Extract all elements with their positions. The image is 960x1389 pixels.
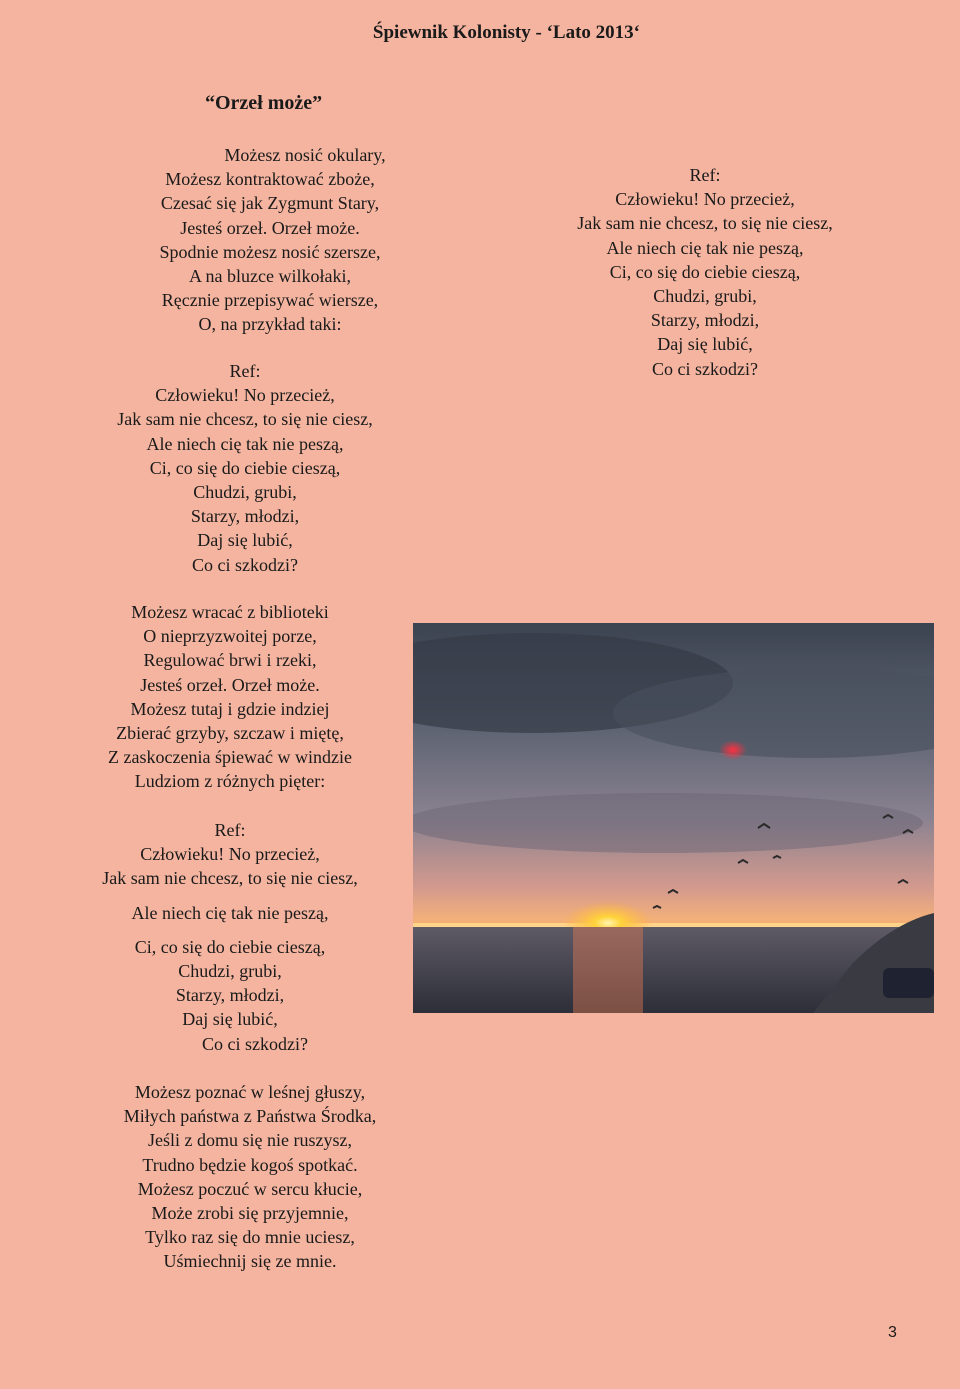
lyric-line: Daj się lubić, — [657, 334, 753, 355]
lyric-line: Z zaskoczenia śpiewać w windzie — [108, 747, 352, 768]
lyric-line: Ci, co się do ciebie cieszą, — [149, 457, 341, 478]
page-header — [0, 22, 960, 44]
lyric-line: Ale niech cię tak nie peszą, — [131, 902, 329, 923]
lyric-line: Co ci szkodzi? — [652, 358, 758, 379]
lyric-line: Zbierać grzyby, szczaw i miętę, — [116, 723, 344, 744]
lyric-line: Starzy, młodzi, — [175, 985, 285, 1006]
lyric-line: Człowieku! No przecież, — [615, 189, 795, 210]
lyric-line: Trudno będzie kogoś spotkać. — [142, 1154, 358, 1175]
lyric-line: Człowieku! No przecież, — [155, 385, 335, 406]
lyric-line: Co ci szkodzi? — [202, 1033, 308, 1054]
lyric-line: Ale niech cię tak nie peszą, — [606, 237, 804, 258]
lyric-line: Regulować brwi i rzeki, — [143, 650, 317, 671]
refrain-1 — [40, 359, 450, 577]
lyric-line: Możesz wracać z biblioteki — [131, 602, 329, 622]
lyric-line: Jak sam nie chcesz, to się nie ciesz, — [117, 409, 373, 430]
lyric-line: Daj się lubić, — [182, 1009, 278, 1030]
lyric-line: Starzy, młodzi, — [650, 310, 760, 331]
lyric-line: Może zrobi się przyjemnie, — [151, 1203, 349, 1224]
lyric-line: Możesz poczuć w sercu kłucie, — [137, 1178, 363, 1199]
lyric-line: Człowieku! No przecież, — [140, 844, 320, 865]
lyric-line: Chudzi, grubi, — [653, 286, 757, 307]
lyric-line: Jak sam nie chcesz, to się nie ciesz, — [577, 213, 833, 234]
lyric-line: Ci, co się do ciebie cieszą, — [609, 261, 801, 282]
lyric-line: Jesteś orzeł. Orzeł może. — [180, 217, 360, 238]
lyric-line: Ludziom z różnych pięter: — [134, 771, 326, 792]
lyric-line: Możesz tutaj i gdzie indziej — [130, 698, 330, 719]
refrain-3 — [480, 163, 930, 381]
lyric-line: Ale niech cię tak nie peszą, — [146, 433, 344, 454]
lyric-line: Tylko raz się do mnie uciesz, — [145, 1227, 355, 1248]
lyric-line: Spodnie możesz nosić szersze, — [159, 241, 381, 262]
refrain-2 — [40, 818, 420, 1056]
stanza-1 — [40, 143, 500, 337]
lyric-line: Chudzi, grubi, — [193, 482, 297, 503]
lyric-line: A na bluzce wilkołaki, — [189, 266, 351, 287]
sunset-sea-photo — [413, 623, 934, 1013]
stanza-2 — [40, 600, 420, 794]
lyric-line: Jesteś orzeł. Orzeł może. — [140, 674, 320, 695]
lyric-line: Chudzi, grubi, — [178, 961, 282, 982]
stanza-3 — [40, 1080, 460, 1274]
lyric-line: Jak sam nie chcesz, to się nie ciesz, — [102, 868, 358, 889]
lyric-line: Jeśli z domu się nie ruszysz, — [148, 1130, 352, 1151]
lyric-line: Czesać się jak Zygmunt Stary, — [160, 193, 380, 214]
lyric-line: Ci, co się do ciebie cieszą, — [134, 936, 326, 957]
lyric-line: Możesz poznać w leśnej głuszy, — [134, 1082, 366, 1102]
lyric-line: Daj się lubić, — [197, 530, 293, 551]
lyric-line: Co ci szkodzi? — [192, 554, 298, 575]
page-number: 3 — [888, 1324, 897, 1341]
header-text: Śpiewnik Kolonisty - ‘Lato 2013‘ — [372, 22, 640, 43]
lyric-line: Starzy, młodzi, — [190, 506, 300, 527]
lyric-line: Możesz nosić okulary, — [224, 145, 386, 165]
refrain-label: Ref: — [214, 820, 246, 840]
lyric-line: O nieprzyzwoitej porze, — [143, 626, 317, 647]
lyric-line: Możesz kontraktować zboże, — [165, 169, 375, 190]
refrain-label: Ref: — [229, 361, 261, 381]
song-title: “Orzeł może” — [205, 92, 323, 114]
refrain-label: Ref: — [689, 165, 721, 185]
lyric-line: Uśmiechnij się ze mnie. — [163, 1251, 337, 1272]
lyric-line: Miłych państwa z Państwa Środka, — [123, 1106, 377, 1127]
lyric-line: Ręcznie przepisywać wiersze, — [161, 290, 379, 311]
lyric-line: O, na przykład taki: — [198, 314, 342, 335]
